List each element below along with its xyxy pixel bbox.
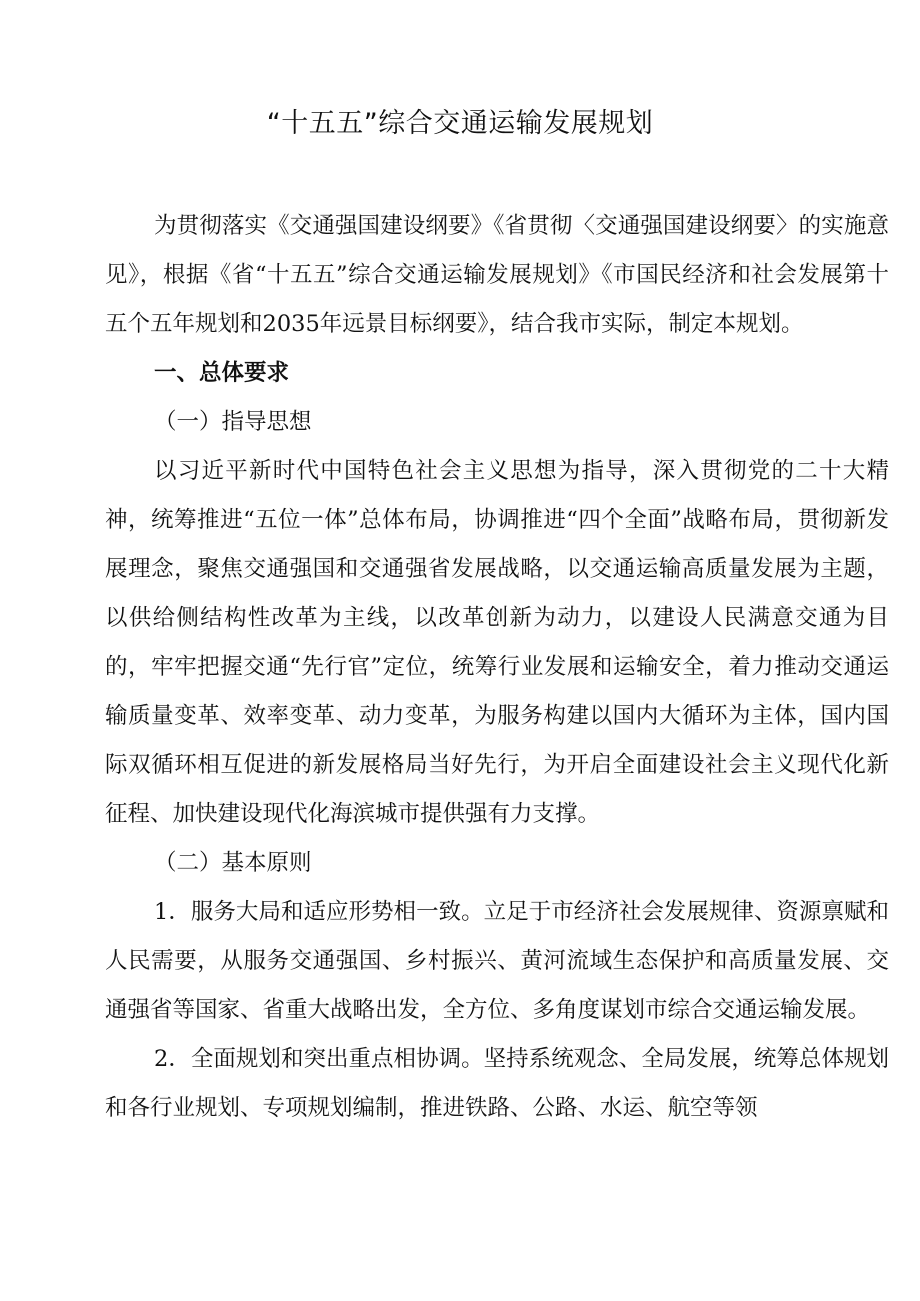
intro-paragraph: 为贯彻落实《交通强国建设纲要》《省贯彻〈交通强国建设纲要〉的实施意见》，根据《省“十五五”综合交通运输发展规划》《市国民经济和社会发展第十五个五年规划和2035年远景目标纲要》，结合我市实际，制定本规划。 <box>105 213 889 337</box>
principle-item-2: 2．全面规划和突出重点相协调。坚持系统观念、全局发展，统筹总体规划和各行业规划、专项规划编制，推进铁路、公路、水运、航空等领 <box>105 1046 889 1121</box>
principle-item-1: 1．服务大局和适应形势相一致。立足于市经济社会发展规律、资源禀赋和人民需要，从服务交通强国、乡村振兴、黄河流域生态保护和高质量发展、交通强省等国家、省重大战略出发，全方位、多角度谋划市综合交通运输发展。 <box>105 899 889 1023</box>
subsection-heading-guiding-ideology: （一）指导思想 <box>154 409 312 435</box>
document-title: “十五五”综合交通运输发展规划 <box>266 108 654 139</box>
document-body <box>105 202 889 1133</box>
subsection-heading-basic-principles: （二）基本原则 <box>154 850 312 876</box>
section-heading-overall-requirements: 一、总体要求 <box>154 360 290 386</box>
guiding-ideology-paragraph: 以习近平新时代中国特色社会主义思想为指导，深入贯彻党的二十大精神，统筹推进“五位一体”总体布局，协调推进“四个全面”战略布局，贯彻新发展理念，聚焦交通强国和交通强省发展战略，以交通运输高质量发展为主题，以供给侧结构性改革为主线，以改革创新为动力，以建设人民满意交通为目的，牢牢把握交通“先行官”定位，统筹行业发展和运输安全，着力推动交通运输质量变革、效率变革、动力变革，为服务构建以国内大循环为主体，国内国际双循环相互促进的新发展格局当好先行，为开启全面建设社会主义现代化新征程、加快建设现代化海滨城市提供强有力支撑。 <box>105 458 889 827</box>
